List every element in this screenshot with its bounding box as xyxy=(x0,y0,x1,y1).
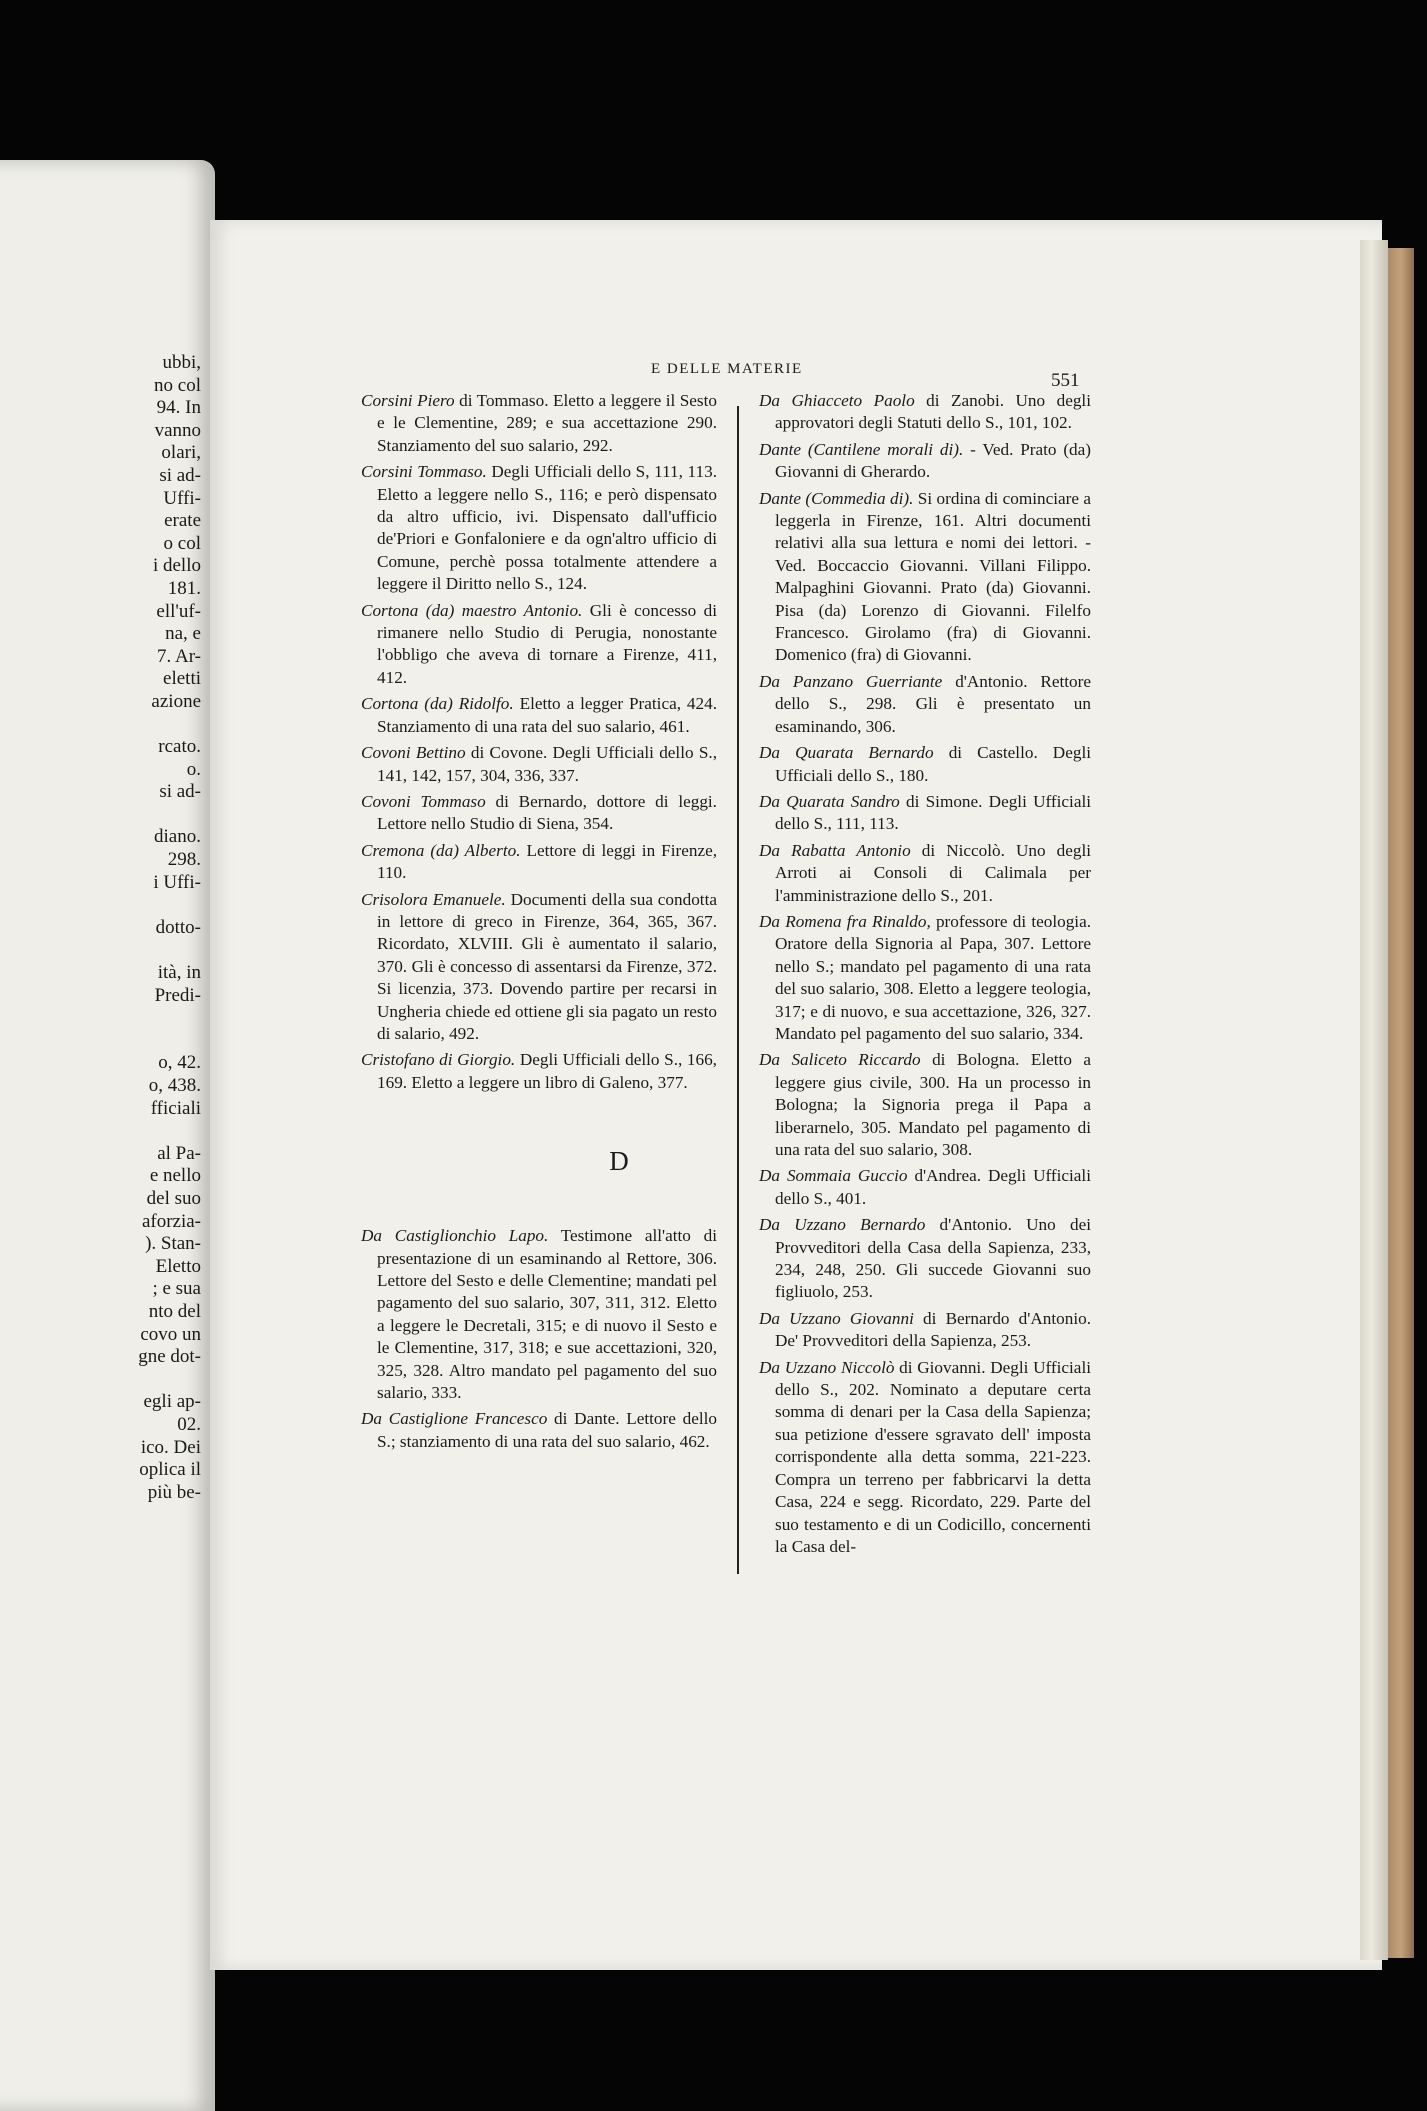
left-page-line: del suo xyxy=(146,1187,201,1209)
entry-heading: Da Uzzano Giovanni xyxy=(759,1308,914,1328)
left-page-line: 298. xyxy=(167,849,201,871)
left-page-line: na, e xyxy=(165,623,201,645)
entry-text: Degli Ufficiali dello S, 111, 113. Eletto a leggere nello S., 116; e però dispensato da altro ufficio, ivi. Dispensato dall'ufficio de'Priori e Gonfaloniere e da ogn'altro ufficio di Comune, perchè possa totalmente attendere a leggere il Diritto nello S., 124. xyxy=(377,462,717,594)
index-entry xyxy=(361,889,717,1046)
left-page-line: ; e sua xyxy=(152,1278,201,1300)
left-page-line xyxy=(138,939,201,962)
left-page-line: covo un xyxy=(140,1323,201,1345)
entry-text: di Niccolò. Uno degli Arroti ai Consoli di Calimala per l'amministrazione dello S., 201. xyxy=(775,840,1091,905)
left-page-line: Uffi- xyxy=(163,487,201,509)
left-page-line: i Uffi- xyxy=(153,871,201,893)
entry-text: Testimone all'atto di presentazione di un esaminando al Rettore, 306. Lettore del Sesto e delle Clementine; mandati pel pagamento del suo salario, 307, 311, 312. Eletto a leggere le Decretali, 315; e di nuovo il Sesto e le Clementine, 317, 318; e sue accettazioni, 320, 325, 328. Altro mandato pel pagamento del suo salario, 333. xyxy=(377,1226,717,1403)
entry-heading: Da Panzano Guerriante xyxy=(759,671,943,691)
left-page-line: al Pa- xyxy=(157,1142,201,1164)
entry-text: di Giovanni. Degli Ufficiali dello S., 202. Nominato a deputare certa somma di denari per la Casa della Sapienza; sua petizione d'essere sgravato dell' imposta corrispondente alla detta somma, 221-223. Compra un terreno per fabbricarvi la detta Casa, 224 e segg. Ricordato, 229. Parte del suo testamento e di un Codicillo, concernenti la Casa del- xyxy=(775,1357,1091,1556)
entry-text: d'Antonio. Uno dei Provveditori della Casa della Sapienza, 233, 234, 248, 250. Gli succede Giovanni suo figliuolo, 253. xyxy=(775,1215,1091,1302)
entry-text: di Dante. Lettore dello S.; stanziamento di una rata del suo salario, 462. xyxy=(377,1409,717,1451)
section-letter: D xyxy=(609,1146,629,1177)
entry-heading: Corsini Piero xyxy=(361,391,455,410)
index-entry xyxy=(361,600,717,690)
index-entry xyxy=(759,488,1091,667)
entry-heading: Da Quarata Bernardo xyxy=(759,743,934,763)
left-page-line: egli ap- xyxy=(143,1391,201,1413)
index-entry xyxy=(361,1049,717,1094)
entry-text: Documenti della sua condotta in lettore di greco in Firenze, 364, 365, 367. Ricordato, XLVIII. Gli è aumentato il salario, 370. Gli è concesso di assentarsi da Firenze, 372. Si licenzia, 373. Dovendo partire per recarsi in Ungheria chiede ed ottiene gli sia pagato un resto di salario, 492. xyxy=(377,889,717,1043)
entry-heading: Da Castiglione Francesco xyxy=(361,1409,548,1429)
left-page-line xyxy=(138,1120,201,1143)
left-page-line: 7. Ar- xyxy=(157,645,201,667)
entry-text: d'Andrea. Degli Ufficiali dello S., 401. xyxy=(775,1166,1091,1208)
left-page-line: fficiali xyxy=(150,1097,201,1119)
left-page-line xyxy=(138,1369,201,1392)
entry-text: di Zanobi. Uno degli approvatori degli Statuti dello S., 101, 102. xyxy=(775,391,1091,433)
left-page-line: o, 438. xyxy=(148,1075,201,1096)
left-page-line: si ad- xyxy=(159,464,201,486)
left-page-line: ell'uf- xyxy=(156,600,201,622)
entry-heading: Crisolora Emanuele. xyxy=(361,889,506,909)
entry-text: d'Antonio. Rettore dello S., 298. Gli è presentato un esaminando, 306. xyxy=(775,671,1091,736)
entry-heading: Corsini Tommaso. xyxy=(361,462,487,482)
left-page-line: i dello xyxy=(152,555,201,577)
left-page-line: eletti xyxy=(163,668,201,690)
entry-heading: Cremona (da) Alberto. xyxy=(361,840,521,860)
index-entry xyxy=(361,693,717,738)
left-page-text xyxy=(138,352,201,1504)
index-entry xyxy=(759,840,1091,907)
entry-text: di Bernardo, dottore di leggi. Lettore nello Studio di Siena, 354. xyxy=(377,791,717,834)
entry-text: Degli Ufficiali dello S., 166, 169. Eletto a leggere un libro di Galeno, 377. xyxy=(377,1050,717,1092)
page-number: 551 xyxy=(1051,370,1080,391)
index-entry xyxy=(759,742,1091,787)
entry-heading: Da Ghiacceto Paolo xyxy=(759,391,915,410)
entries-after-section xyxy=(361,1225,717,1453)
left-page-line: aforzia- xyxy=(141,1210,201,1232)
left-page-line: ). Stan- xyxy=(145,1233,201,1255)
entry-heading: Da Romena fra Rinaldo, xyxy=(759,911,931,931)
index-entry xyxy=(759,1049,1091,1161)
entry-heading: Da Saliceto Riccardo xyxy=(759,1050,921,1070)
index-entry xyxy=(361,742,717,787)
left-page-line: 02. xyxy=(177,1413,201,1435)
left-page-line: ico. Dei xyxy=(140,1436,201,1458)
index-entry xyxy=(759,1214,1091,1304)
index-entry xyxy=(759,791,1091,836)
left-page-line: 94. In xyxy=(156,397,201,419)
left-page-line: vanno xyxy=(154,419,201,441)
entry-heading: Da Uzzano Bernardo xyxy=(759,1215,926,1235)
entries-before-section xyxy=(361,390,717,1094)
left-page-line: 181. xyxy=(167,577,201,599)
left-page-line: Predi- xyxy=(154,984,201,1006)
entry-text: Eletto a legger Pratica, 424. Stanziamento di una rata del suo salario, 461. xyxy=(377,694,717,736)
left-page-line xyxy=(138,714,201,737)
entry-text: di Castello. Degli Ufficiali dello S., 180. xyxy=(775,743,1091,785)
index-entry xyxy=(361,390,717,457)
entry-text: di Tommaso. Eletto a leggere il Sesto e le Clementine, 289; e sua accettazione 290. Stanziamento del suo salario, 292. xyxy=(377,391,717,455)
left-page-line: più be- xyxy=(147,1481,201,1503)
index-entry xyxy=(361,840,717,885)
left-page-line xyxy=(138,1030,201,1053)
book-cover-board xyxy=(1388,248,1414,1958)
entry-text: - Ved. Prato (da) Giovanni di Gherardo. xyxy=(775,439,1091,482)
left-page xyxy=(0,160,215,2111)
entry-text: di Bologna. Eletto a leggere gius civile, 300. Ha un processo in Bologna; la Signoria prega il Papa a liberarnelo, 305. Mandato pel pagamento di una rata del suo salario, 308. xyxy=(775,1050,1091,1159)
entry-text: professore di teologia. Oratore della Signoria al Papa, 307. Lettore nello S.; mandato pel pagamento di una rata del suo salario, 308. Eletto a leggere teologia, 317; e di nuovo, e sua accettazione, 326, 327. Mandato pel pagamento del suo salario, 334. xyxy=(775,911,1091,1043)
entry-text: Gli è concesso di rimanere nello Studio di Perugia, nonostante l'obbligo che aveva di tornare a Firenze, 411, 412. xyxy=(377,600,718,687)
index-entry xyxy=(759,1165,1091,1210)
left-page-line: olari, xyxy=(161,442,201,464)
entry-heading: Da Uzzano Niccolò xyxy=(759,1357,895,1377)
index-entry xyxy=(759,390,1091,435)
left-page-line: azione xyxy=(151,690,201,712)
entry-heading: Covoni Bettino xyxy=(361,743,466,763)
left-page-line: o. xyxy=(186,758,201,780)
entry-heading: Da Castiglionchio Lapo. xyxy=(361,1226,549,1246)
index-entry xyxy=(361,461,717,595)
left-page-line: gne dot- xyxy=(138,1346,201,1368)
index-entry xyxy=(759,1308,1091,1353)
left-page-line: ubbi, xyxy=(162,352,201,373)
entry-text: di Bernardo d'Antonio. De' Provveditori della Sapienza, 253. xyxy=(775,1308,1091,1351)
entry-heading: Da Quarata Sandro xyxy=(759,791,900,811)
index-column-right xyxy=(759,390,1091,1562)
entry-text: Lettore di leggi in Firenze, 110. xyxy=(377,840,717,883)
index-entry xyxy=(361,1408,717,1453)
left-page-line: no col xyxy=(154,374,201,396)
left-page-line xyxy=(138,1007,201,1030)
entry-heading: Da Rabatta Antonio xyxy=(759,840,911,860)
entry-heading: Covoni Tommaso xyxy=(361,791,486,811)
index-entry xyxy=(361,791,717,836)
left-page-line: rcato. xyxy=(158,736,201,758)
index-entry xyxy=(361,1225,717,1404)
left-page-line: ità, in xyxy=(157,962,201,984)
index-entry xyxy=(759,439,1091,484)
entry-text: di Simone. Degli Ufficiali dello S., 111, 113. xyxy=(775,791,1092,834)
left-page-line xyxy=(138,804,201,827)
index-column-left xyxy=(361,390,717,1457)
entry-heading: Dante (Cantilene morali di). xyxy=(759,439,964,459)
index-entry xyxy=(759,671,1091,738)
left-page-line: dotto- xyxy=(155,916,201,938)
entry-text: di Covone. Degli Ufficiali dello S., 141, 142, 157, 304, 336, 337. xyxy=(377,743,717,785)
left-page-line: Eletto xyxy=(155,1255,201,1277)
running-head: E DELLE MATERIE xyxy=(651,361,803,377)
left-page-line xyxy=(138,894,201,917)
index-entry xyxy=(759,911,1091,1045)
left-page-line: nto del xyxy=(148,1300,201,1322)
column-rule xyxy=(737,406,739,1574)
entry-heading: Cristofano di Giorgio. xyxy=(361,1050,516,1070)
entry-heading: Cortona (da) Ridolfo. xyxy=(361,694,514,714)
left-page-line: o, 42. xyxy=(158,1052,201,1074)
left-page-line: erate xyxy=(164,510,201,532)
entry-heading: Da Sommaia Guccio xyxy=(759,1166,908,1186)
entry-heading: Cortona (da) maestro Antonio. xyxy=(361,600,583,620)
left-page-line: diano. xyxy=(154,826,201,848)
left-page-line: o col xyxy=(163,532,201,554)
page-edges xyxy=(1360,240,1388,1960)
index-entry xyxy=(759,1357,1091,1559)
left-page-line: oplica il xyxy=(139,1459,201,1481)
entry-heading: Dante (Commedia di). xyxy=(759,488,914,508)
left-page-line: si ad- xyxy=(159,781,201,803)
entry-text: Si ordina di cominciare a leggerla in Firenze, 161. Altri documenti relativi alla sua lettura e nomi dei lettori. - Ved. Boccaccio Giovanni. Villani Filippo. Malpaghini Giovanni. Prato (da) Giovanni. Pisa (da) Lorenzo di Giovanni. Filelfo Francesco. Girolamo (fra) di Giovanni. Domenico (fra) di Giovanni. xyxy=(775,488,1092,665)
left-page-line: e nello xyxy=(149,1165,201,1187)
